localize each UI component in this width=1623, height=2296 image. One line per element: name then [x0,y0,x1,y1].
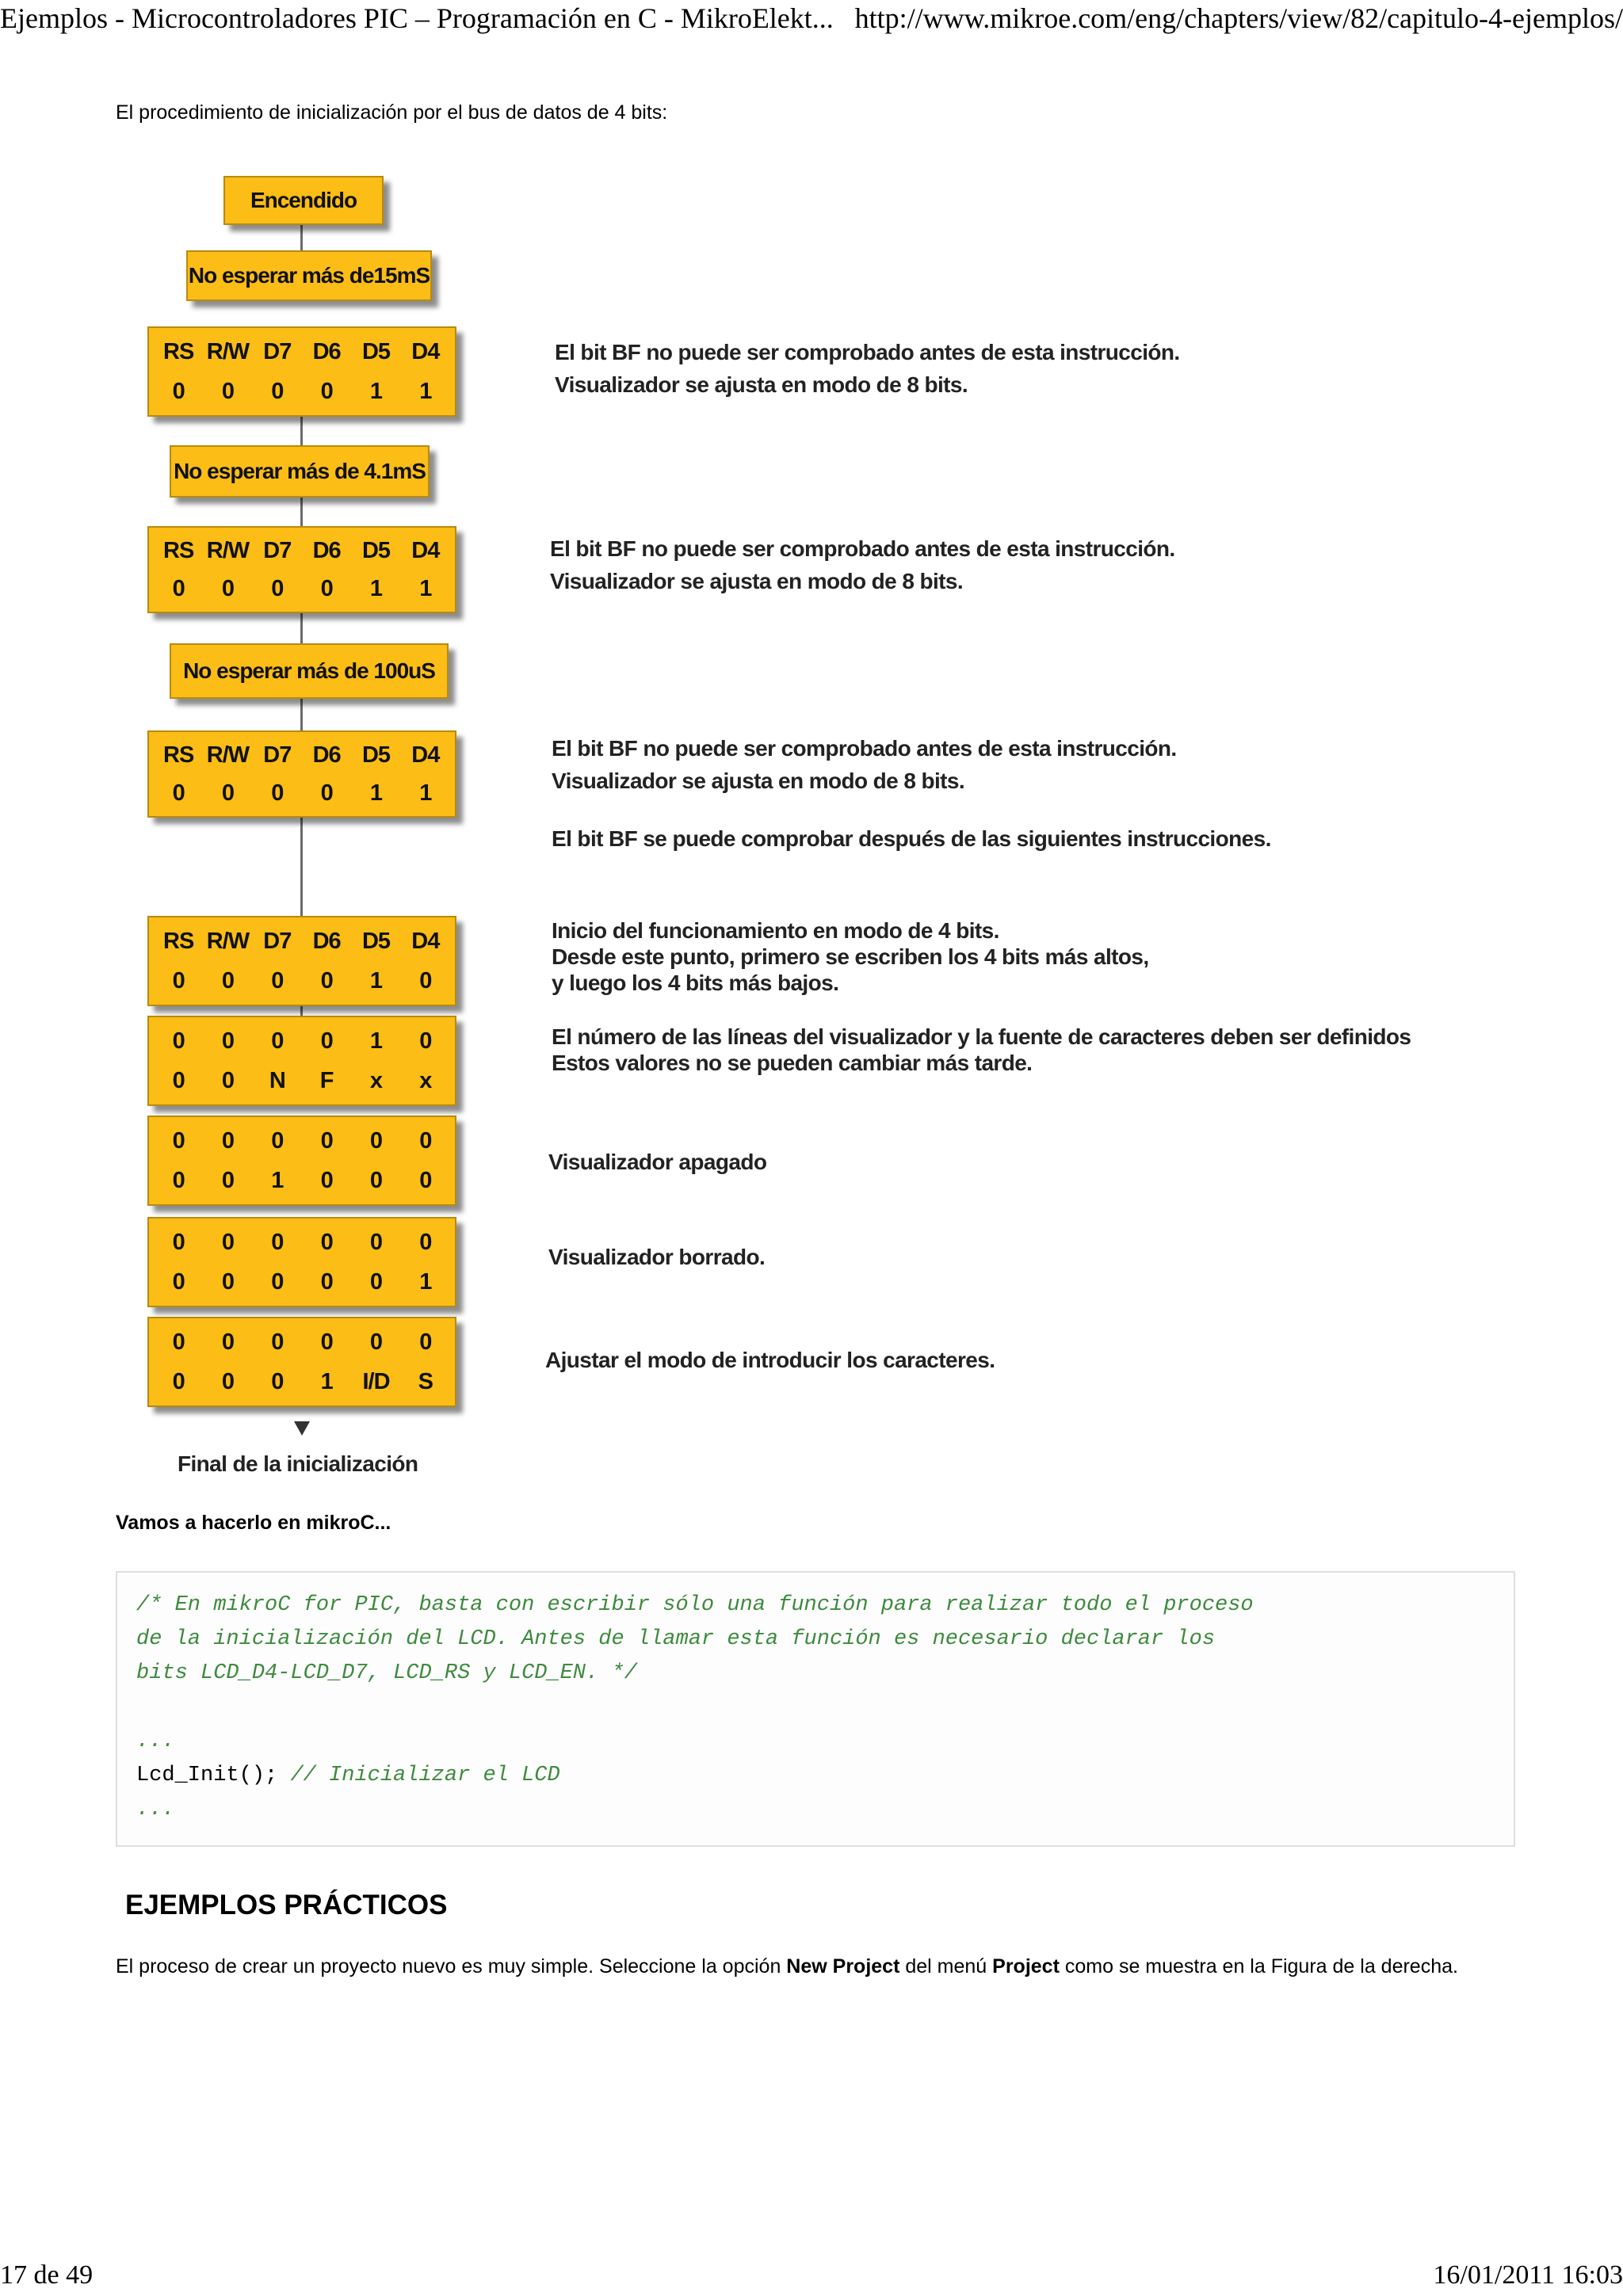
bit-cell: 0 [271,576,284,601]
bit-cell: 0 [271,1128,284,1154]
bit-cell: D6 [312,742,341,768]
lead-text: Vamos a hacerlo en mikroC... [116,1512,391,1534]
bit-cell: 0 [172,1128,185,1154]
print-datetime: 16/01/2011 16:03 [1433,2260,1623,2290]
bit-cell: S [418,1368,433,1394]
bit-cell: 0 [320,1167,333,1193]
bit-cell: 0 [320,967,333,994]
bit-cell: R/W [206,742,250,768]
bit-cell: 0 [369,1268,383,1295]
bit-cell: 0 [172,1067,185,1093]
bit-cell: D5 [361,742,391,768]
lcd-init-flowchart [143,166,1458,1497]
bit-cell: 0 [369,1167,383,1193]
bit-cell: 0 [172,780,185,806]
bit-cell: 0 [172,1167,185,1193]
body-paragraph: El proceso de crear un proyecto nuevo es muy simple. Seleccione la opción New Project del menú Project como se muestra en la Figura de la derecha. [116,1955,1458,1978]
bit-cell: 0 [271,967,284,994]
code-ellipsis: ... [136,1730,175,1753]
register-box [147,326,456,417]
bit-cell: D5 [361,538,391,563]
step-description: Ajustar el modo de introducir los caracteres. [545,1348,995,1372]
bit-cell: 0 [320,1268,333,1295]
bit-cell: 0 [419,1028,432,1055]
bit-cell: R/W [206,929,250,955]
bit-cell: 0 [221,1128,235,1154]
register-box [147,916,456,1006]
bit-cell: RS [163,742,194,768]
bit-cell: 0 [172,1028,185,1055]
code-line: Lcd_Init(); // Inicializar el LCD [136,1764,560,1787]
bit-cell: 0 [369,1230,383,1256]
bit-cell: 0 [271,1230,284,1256]
bit-cell: 0 [221,576,235,601]
bit-cell: D6 [312,339,341,365]
step-description: El bit BF no puede ser comprobado antes de esta instrucción. Visualizador se ajusta en modo de 8 bits. [552,736,1177,793]
bit-cell: D5 [361,339,391,365]
bit-cell: D7 [263,538,292,563]
bit-cell: D4 [411,538,440,563]
wait-box-4ms: No esperar más de 4.1mS [170,445,430,498]
bit-cell: 0 [221,1028,235,1055]
bit-cell: 0 [221,1268,235,1295]
bit-cell: 1 [271,1167,284,1193]
bit-cell: N [269,1067,285,1093]
bit-cell: 1 [419,576,432,601]
display-clear-box [147,1217,456,1307]
bit-cell: 1 [369,780,383,806]
bit-cell: 0 [271,378,284,404]
bit-cell: 0 [172,576,185,601]
bit-cell: 0 [172,378,185,404]
bit-cell: 0 [419,967,432,994]
bit-cell: 1 [369,1028,383,1055]
step-description: Visualizador borrado. [548,1245,766,1269]
start-box: Encendido [223,176,384,225]
code-blank-line [136,1691,1495,1725]
bit-cell: D6 [312,538,341,563]
bit-cell: 1 [419,780,432,806]
bit-cell: 0 [221,1329,235,1356]
section-heading: EJEMPLOS PRÁCTICOS [125,1890,448,1920]
connector-line [300,414,303,445]
bit-cell: 0 [320,1230,333,1256]
bit-cell: 0 [172,1368,185,1394]
browser-url[interactable]: http://www.mikroe.com/eng/chapters/view/82/capitulo-4-ejemplos/ [854,2,1623,34]
bit-cell: 0 [271,1268,284,1295]
bit-cell: D7 [263,339,292,365]
bit-cell: 0 [221,780,235,806]
step-description: Inicio del funcionamiento en modo de 4 bits. Desde este punto, primero se escriben los 4 bits más altos, y luego los 4 bits más bajos. [552,918,1149,995]
bit-cell: 0 [172,967,185,994]
bit-cell: 0 [320,780,333,806]
bit-cell: 0 [320,576,333,601]
bit-cell: 0 [369,1329,383,1356]
browser-title: Ejemplos - Microcontroladores PIC – Programación en C - MikroElekt... [0,2,834,34]
bit-cell: 0 [221,1167,235,1193]
entry-mode-box [147,1317,456,1407]
bit-cell: 0 [271,1368,284,1394]
bit-cell: D5 [361,929,391,955]
bit-cell: D4 [411,339,440,365]
bit-cell: 0 [221,1368,235,1394]
bit-cell: 0 [271,1329,284,1356]
wait-box-100us: No esperar más de 100uS [170,643,449,699]
bit-cell: 0 [320,1329,333,1356]
bit-cell: D7 [263,742,292,768]
bit-cell: 1 [369,576,383,601]
bit-cell: RS [163,538,194,563]
bit-cell: 1 [369,378,383,404]
bit-cell: 1 [320,1368,333,1394]
end-label: Final de la inicialización [178,1451,418,1476]
bit-cell: 1 [369,967,383,994]
page-counter: 17 de 49 [0,2260,94,2290]
bit-cell: 1 [419,1268,432,1295]
step-description: El bit BF se puede comprobar después de las siguientes instrucciones. [552,826,1271,851]
code-comment: bits LCD_D4-LCD_D7, LCD_RS y LCD_EN. */ [136,1661,637,1685]
bit-cell: 0 [271,1028,284,1055]
bit-cell: RS [163,339,194,365]
bit-cell: 0 [172,1268,185,1295]
bit-cell: 0 [320,1128,333,1154]
bit-cell: F [319,1067,334,1093]
wait-box-15ms: No esperar más de15mS [186,250,432,301]
code-block [116,1571,1515,1847]
bit-cell: R/W [206,538,250,563]
intro-text: El procedimiento de inicialización por el bus de datos de 4 bits: [116,101,668,124]
code-comment: /* En mikroC for PIC, basta con escribir sólo una función para realizar todo el proceso [136,1593,1254,1617]
register-box [147,526,456,613]
function-set-box [147,1016,456,1106]
down-arrow-icon [294,1421,310,1436]
bit-cell: 0 [271,780,284,806]
bit-cell: x [369,1067,383,1093]
step-description: El bit BF no puede ser comprobado antes de esta instrucción. Visualizador se ajusta en modo de 8 bits. [550,536,1175,593]
bit-cell: 0 [320,1028,333,1055]
bit-cell: 0 [320,378,333,404]
bit-cell: RS [163,929,194,955]
bit-cell: 0 [221,967,235,994]
bit-cell: 0 [172,1230,185,1256]
register-box [147,730,456,818]
bit-cell: 0 [419,1329,432,1356]
bit-cell: R/W [206,339,250,365]
bit-cell: 0 [419,1128,432,1154]
display-off-box [147,1116,456,1206]
bit-cell: x [419,1067,432,1093]
bit-cell: D7 [263,929,292,955]
bit-cell: D6 [312,929,341,955]
bit-cell: 0 [419,1167,432,1193]
step-description: Visualizador apagado [548,1150,767,1174]
code-comment: de la inicialización del LCD. Antes de llamar esta función es necesario declarar los [136,1627,1216,1651]
bit-cell: D4 [411,742,440,768]
step-description: El número de las líneas del visualizador y la fuente de caracteres deben ser definidos Estos valores no se pueden cambiar más tarde. [552,1024,1411,1075]
bit-cell: 0 [419,1230,432,1256]
bit-cell: 0 [221,378,235,404]
bit-cell: 0 [221,1067,235,1093]
step-description: El bit BF no puede ser comprobado antes de esta instrucción. Visualizador se ajusta en modo de 8 bits. [555,340,1180,397]
bit-cell: 1 [419,378,432,404]
bit-cell: I/D [362,1368,390,1394]
bit-cell: 0 [369,1128,383,1154]
bit-cell: 0 [172,1329,185,1356]
bit-cell: 0 [221,1230,235,1256]
code-ellipsis: ... [136,1798,175,1821]
bit-cell: D4 [411,929,440,955]
connector-line [300,610,303,648]
